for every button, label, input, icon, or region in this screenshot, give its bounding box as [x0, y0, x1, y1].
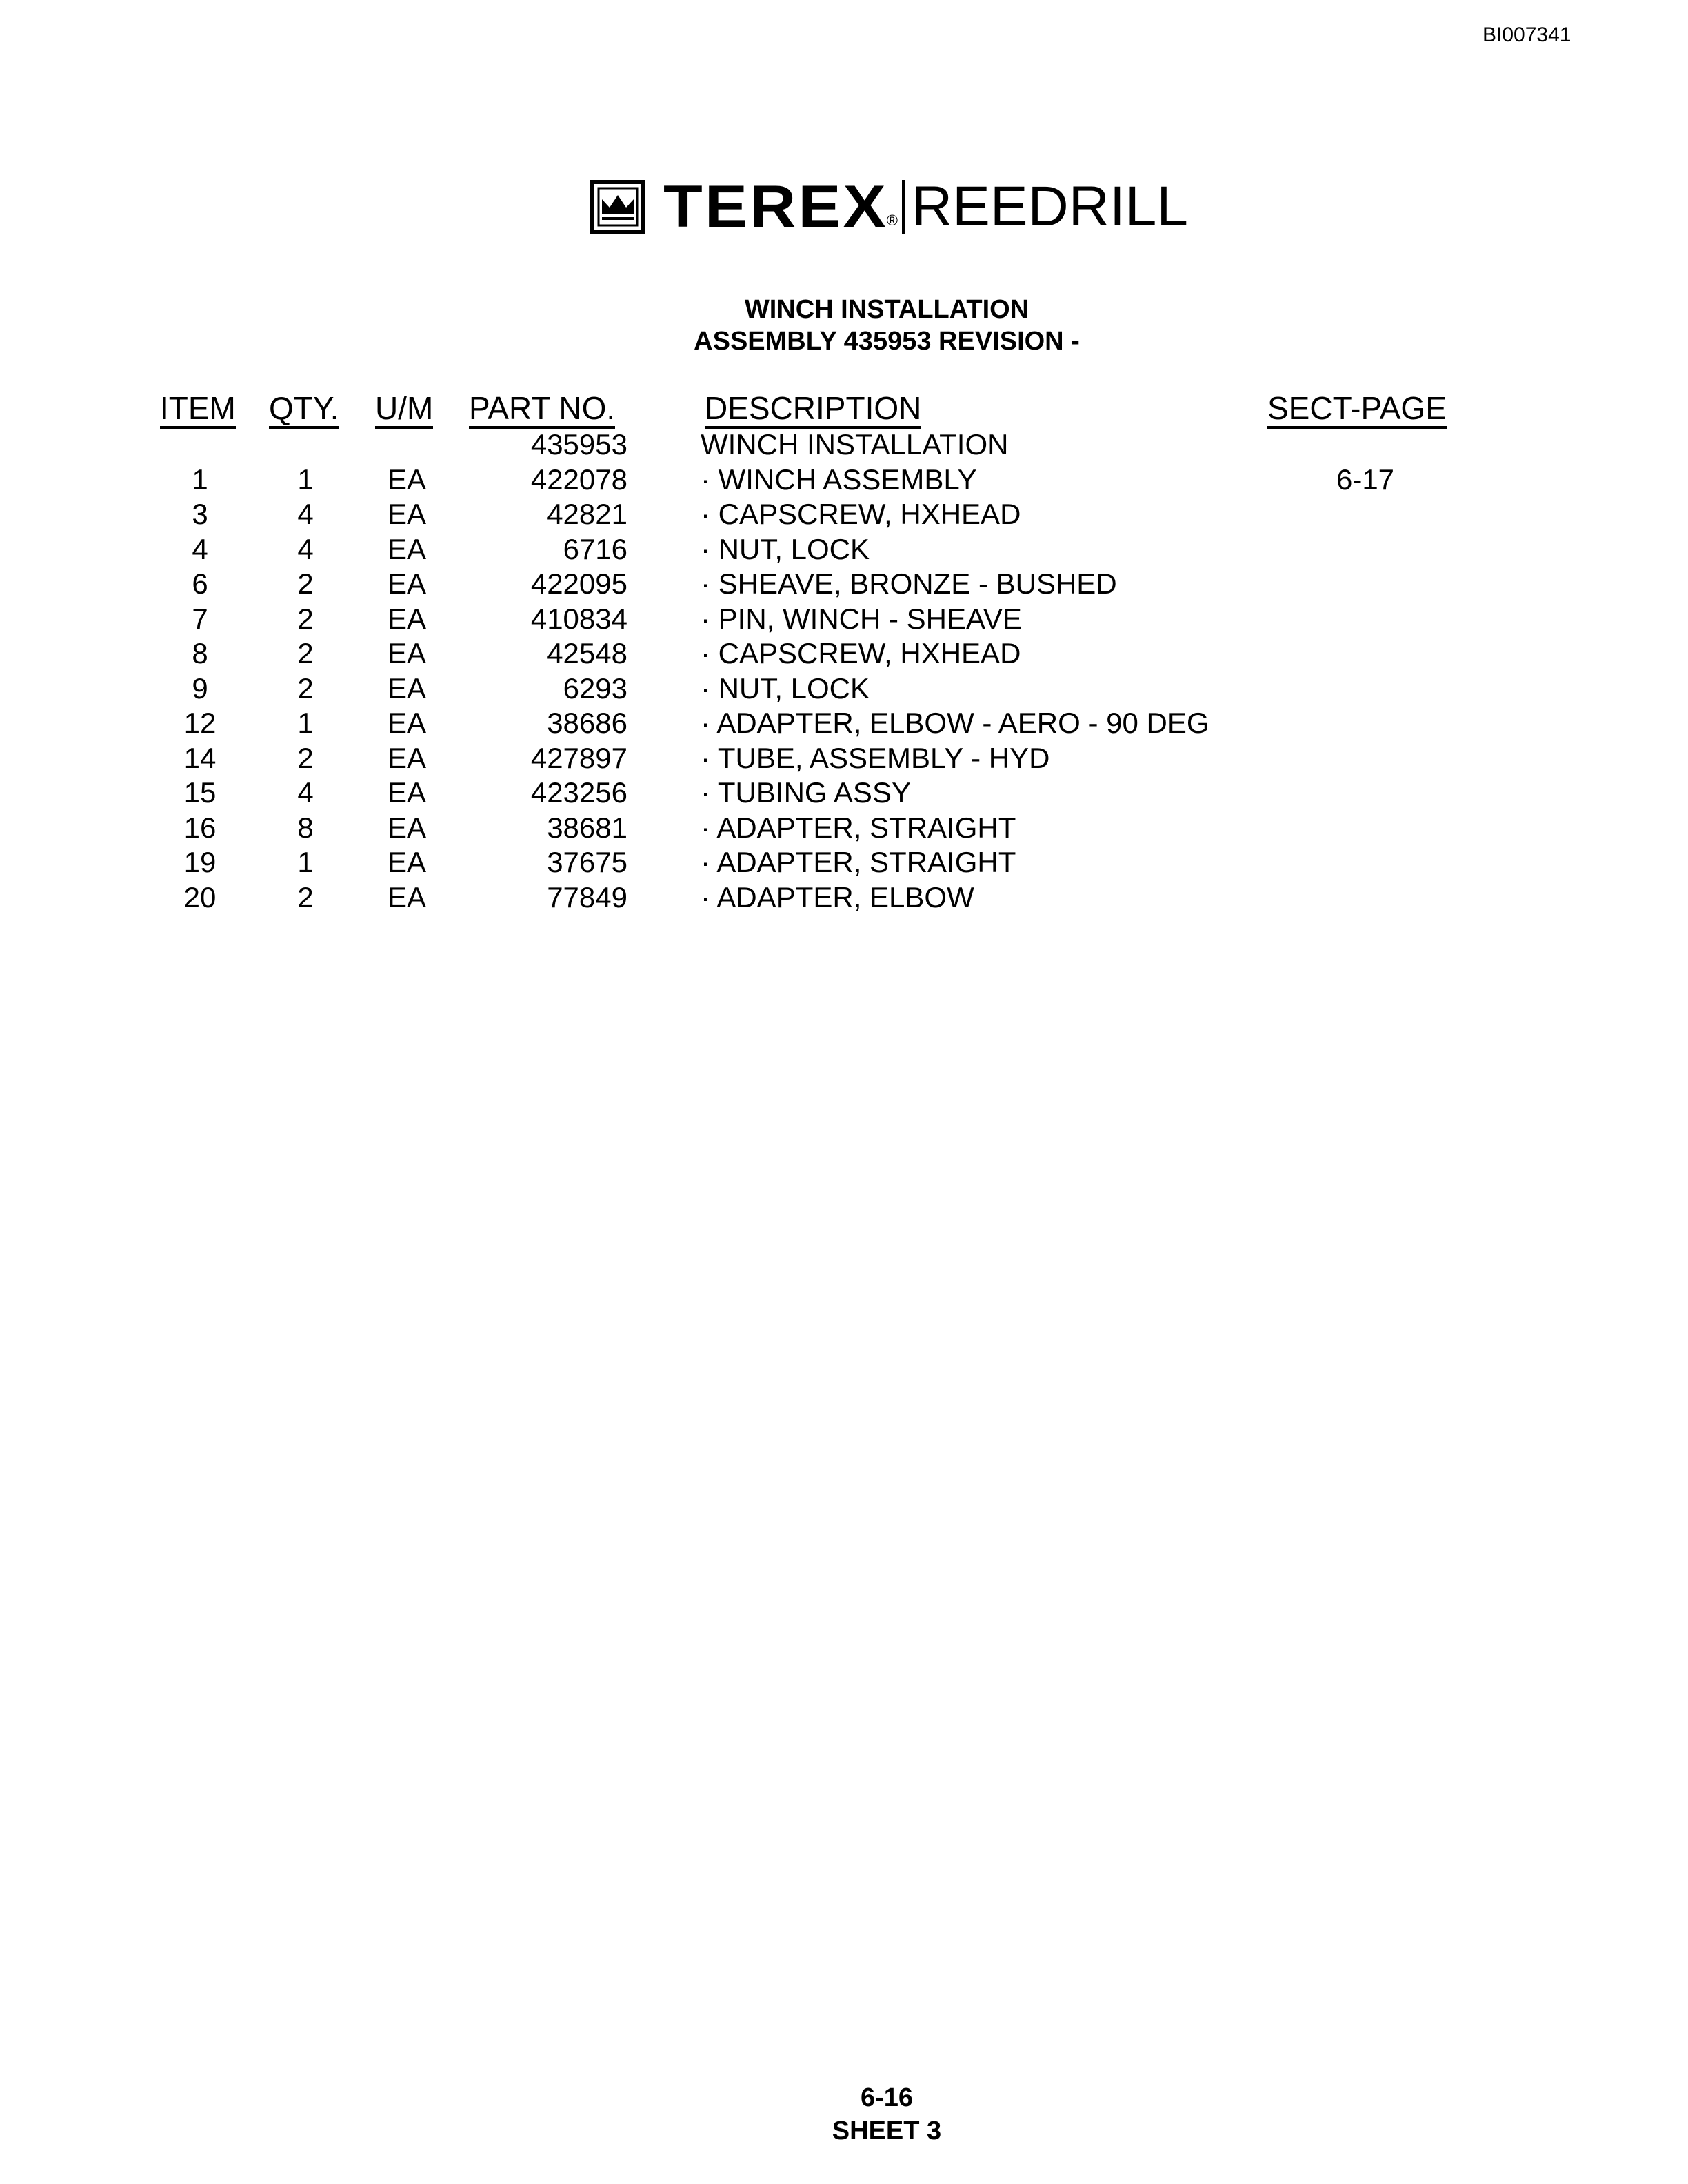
part-no-cell: 422078 — [530, 463, 627, 496]
table-row — [0, 845, 1688, 880]
registered-mark: ® — [886, 212, 898, 229]
item-cell: 16 — [183, 811, 217, 844]
description-cell: · TUBING ASSY — [701, 776, 911, 809]
table-row — [0, 427, 1688, 463]
table-row — [0, 636, 1688, 671]
document-subtitle: ASSEMBLY 435953 REVISION - — [694, 327, 1080, 356]
part-no-cell: 42821 — [547, 498, 627, 530]
header-um: U/M — [375, 390, 433, 429]
logo-division-text: REEDRILL — [911, 175, 1188, 238]
item-cell: 6 — [192, 567, 208, 600]
parts-table — [0, 427, 1688, 915]
item-cell: 12 — [183, 707, 217, 739]
part-no-cell: 77849 — [547, 880, 627, 913]
sect-page-cell: 6-17 — [1336, 463, 1395, 496]
um-cell: EA — [387, 532, 427, 565]
table-row — [0, 811, 1688, 846]
logo-divider — [902, 180, 905, 234]
um-cell: EA — [387, 776, 427, 809]
document-title: WINCH INSTALLATION — [744, 295, 1029, 324]
header-sect-page: SECT-PAGE — [1267, 390, 1447, 429]
description-cell: · PIN, WINCH - SHEAVE — [701, 602, 1022, 635]
table-row — [0, 602, 1688, 637]
qty-cell: 2 — [297, 637, 314, 669]
part-no-cell: 435953 — [530, 428, 627, 461]
table-row — [0, 463, 1688, 498]
um-cell: EA — [387, 637, 427, 669]
um-cell: EA — [387, 707, 427, 739]
part-no-cell: 6716 — [563, 532, 627, 565]
qty-cell: 2 — [297, 741, 314, 774]
item-cell: 4 — [192, 532, 208, 565]
table-row — [0, 706, 1688, 741]
um-cell: EA — [387, 741, 427, 774]
terex-reedrill-logo — [590, 174, 1188, 240]
qty-cell: 2 — [297, 602, 314, 635]
sheet-number: SHEET 3 — [832, 2116, 942, 2145]
part-no-cell: 423256 — [530, 776, 627, 809]
header-part-no: PART NO. — [469, 390, 615, 429]
qty-cell: 1 — [297, 463, 314, 496]
table-row — [0, 741, 1688, 776]
part-no-cell: 38686 — [547, 707, 627, 739]
item-cell: 20 — [183, 880, 217, 913]
um-cell: EA — [387, 567, 427, 600]
description-cell: · CAPSCREW, HXHEAD — [701, 498, 1021, 530]
qty-cell: 1 — [297, 707, 314, 739]
item-cell: 1 — [192, 463, 208, 496]
part-no-cell: 422095 — [530, 567, 627, 600]
table-row — [0, 671, 1688, 707]
table-row — [0, 567, 1688, 602]
qty-cell: 8 — [297, 811, 314, 844]
um-cell: EA — [387, 602, 427, 635]
description-cell: · NUT, LOCK — [701, 532, 870, 565]
terex-crown-logo-icon — [590, 180, 645, 234]
description-cell: · WINCH ASSEMBLY — [701, 463, 977, 496]
description-cell: · NUT, LOCK — [701, 671, 870, 705]
qty-cell: 2 — [297, 671, 314, 705]
qty-cell: 1 — [297, 846, 314, 878]
page-number: 6-16 — [860, 2083, 914, 2112]
qty-cell: 4 — [297, 498, 314, 530]
part-no-cell: 410834 — [530, 602, 627, 635]
description-cell: · ADAPTER, STRAIGHT — [701, 811, 1016, 844]
qty-cell: 2 — [297, 567, 314, 600]
description-cell: WINCH INSTALLATION — [701, 428, 1009, 461]
item-cell: 19 — [183, 846, 217, 878]
description-cell: · SHEAVE, BRONZE - BUSHED — [701, 567, 1117, 600]
table-row — [0, 532, 1688, 567]
um-cell: EA — [387, 811, 427, 844]
table-row — [0, 497, 1688, 532]
header-description: DESCRIPTION — [705, 390, 921, 429]
part-no-cell: 42548 — [547, 637, 627, 669]
description-cell: · ADAPTER, ELBOW — [701, 880, 974, 913]
um-cell: EA — [387, 671, 427, 705]
item-cell: 3 — [192, 498, 208, 530]
document-id: BI007341 — [1483, 23, 1571, 46]
item-cell: 7 — [192, 602, 208, 635]
part-no-cell: 427897 — [530, 741, 627, 774]
item-cell: 14 — [183, 741, 217, 774]
table-row — [0, 880, 1688, 916]
description-cell: · CAPSCREW, HXHEAD — [701, 637, 1021, 669]
part-no-cell: 37675 — [547, 846, 627, 878]
qty-cell: 2 — [297, 880, 314, 913]
um-cell: EA — [387, 463, 427, 496]
header-qty: QTY. — [269, 390, 339, 429]
description-cell: · ADAPTER, STRAIGHT — [701, 846, 1016, 878]
table-row — [0, 776, 1688, 811]
description-cell: · TUBE, ASSEMBLY - HYD — [701, 741, 1050, 774]
header-item: ITEM — [160, 390, 236, 429]
item-cell: 8 — [192, 637, 208, 669]
um-cell: EA — [387, 846, 427, 878]
item-cell: 9 — [192, 671, 208, 705]
part-no-cell: 38681 — [547, 811, 627, 844]
part-no-cell: 6293 — [563, 671, 627, 705]
qty-cell: 4 — [297, 776, 314, 809]
logo-brand-text: TEREX — [663, 174, 888, 240]
description-cell: · ADAPTER, ELBOW - AERO - 90 DEG — [701, 707, 1209, 739]
item-cell: 15 — [183, 776, 217, 809]
qty-cell: 4 — [297, 532, 314, 565]
um-cell: EA — [387, 498, 427, 530]
um-cell: EA — [387, 880, 427, 913]
